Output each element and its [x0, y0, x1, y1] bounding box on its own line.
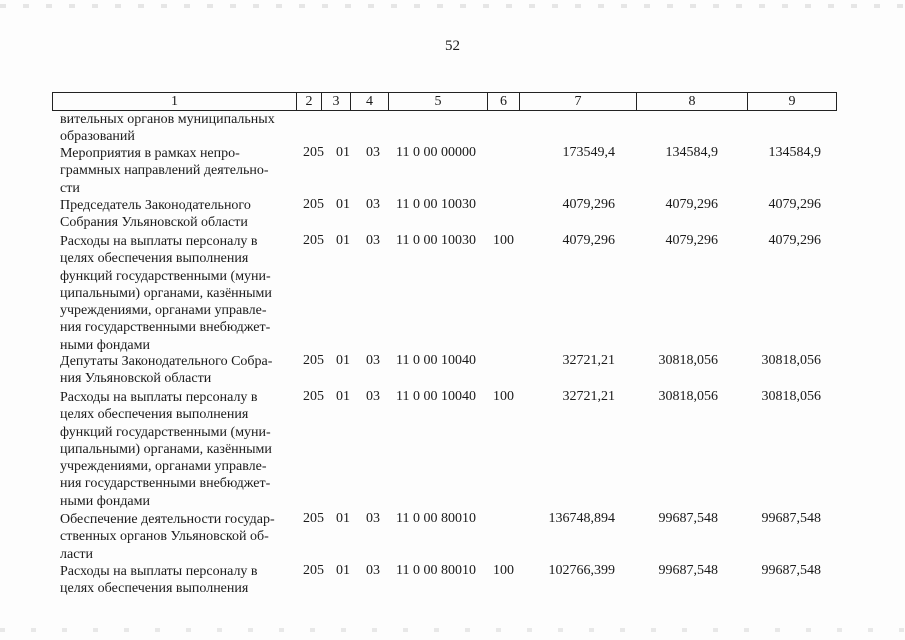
row-cell-col4: 03 [366, 389, 380, 404]
row-cell-col6: 100 [493, 389, 514, 404]
row-cell-col5: 11 0 00 80010 [396, 511, 476, 526]
row-cell-col4: 03 [366, 511, 380, 526]
row-cell-col4: 03 [366, 145, 380, 160]
row-cell-col3: 01 [336, 511, 350, 526]
row-cell-col9: 4079,296 [768, 197, 821, 212]
row-cell-col8: 99687,548 [658, 511, 718, 526]
scan-artifact-bottom [0, 628, 905, 632]
header-cell-2: 2 [296, 92, 322, 111]
row-cell-col8: 30818,056 [658, 353, 718, 368]
continued-description: вительных органов муниципальных образований [60, 112, 275, 145]
row-cell-col5: 11 0 00 10030 [396, 197, 476, 212]
row-cell-col6: 100 [493, 563, 514, 578]
row-cell-col3: 01 [336, 563, 350, 578]
row-cell-col4: 03 [366, 197, 380, 212]
header-cell-1: 1 [52, 92, 297, 111]
row-cell-col7: 136748,894 [548, 511, 615, 526]
header-cell-8: 8 [636, 92, 748, 111]
header-cell-6: 6 [487, 92, 520, 111]
row-cell-col7: 4079,296 [562, 197, 615, 212]
row-cell-col9: 30818,056 [761, 389, 821, 404]
row-cell-col2: 205 [303, 145, 324, 160]
row-cell-col3: 01 [336, 197, 350, 212]
row-cell-col7: 32721,21 [562, 353, 615, 368]
row-description: Расходы на выплаты персоналу в целях обеспечения выполнения функций государственными (муни- ципальными) органами, казёнными учреждениями, органами управле- ния государственными внебюджет- ными фондами [60, 234, 272, 353]
row-cell-col7: 32721,21 [562, 389, 615, 404]
row-cell-col5: 11 0 00 10030 [396, 233, 476, 248]
row-cell-col4: 03 [366, 353, 380, 368]
header-cell-4: 4 [350, 92, 389, 111]
row-description: Расходы на выплаты персоналу в целях обеспечения выполнения [60, 564, 258, 597]
header-cell-3: 3 [321, 92, 351, 111]
row-cell-col4: 03 [366, 233, 380, 248]
row-cell-col9: 134584,9 [768, 145, 821, 160]
row-cell-col2: 205 [303, 197, 324, 212]
row-cell-col7: 173549,4 [562, 145, 615, 160]
row-description: Обеспечение деятельности государ- ственных органов Ульяновской об- ласти [60, 512, 275, 562]
header-cell-5: 5 [388, 92, 488, 111]
scan-artifact-top [0, 4, 905, 8]
row-cell-col2: 205 [303, 233, 324, 248]
row-cell-col3: 01 [336, 233, 350, 248]
row-cell-col2: 205 [303, 563, 324, 578]
row-cell-col9: 30818,056 [761, 353, 821, 368]
row-cell-col5: 11 0 00 00000 [396, 145, 476, 160]
row-cell-col2: 205 [303, 389, 324, 404]
row-cell-col4: 03 [366, 563, 380, 578]
row-cell-col3: 01 [336, 145, 350, 160]
header-cell-7: 7 [519, 92, 637, 111]
row-cell-col6: 100 [493, 233, 514, 248]
row-description: Мероприятия в рамках непро- граммных направлений деятельно- сти [60, 146, 269, 196]
row-cell-col8: 4079,296 [665, 233, 718, 248]
row-description: Депутаты Законодательного Собра- ния Ульяновской области [60, 354, 273, 387]
row-cell-col9: 99687,548 [761, 563, 821, 578]
row-description: Расходы на выплаты персоналу в целях обеспечения выполнения функций государственными (муни- ципальными) органами, казёнными учреждениями, органами управле- ния государственными внебюджет- ными фондами [60, 390, 272, 509]
header-cell-9: 9 [747, 92, 837, 111]
row-cell-col9: 4079,296 [768, 233, 821, 248]
row-cell-col5: 11 0 00 10040 [396, 389, 476, 404]
row-cell-col2: 205 [303, 511, 324, 526]
row-cell-col2: 205 [303, 353, 324, 368]
row-cell-col7: 102766,399 [548, 563, 615, 578]
row-cell-col5: 11 0 00 10040 [396, 353, 476, 368]
row-cell-col8: 134584,9 [665, 145, 718, 160]
row-cell-col8: 99687,548 [658, 563, 718, 578]
row-cell-col7: 4079,296 [562, 233, 615, 248]
row-cell-col8: 4079,296 [665, 197, 718, 212]
row-cell-col8: 30818,056 [658, 389, 718, 404]
row-cell-col9: 99687,548 [761, 511, 821, 526]
row-description: Председатель Законодательного Собрания Ульяновской области [60, 198, 251, 231]
row-cell-col3: 01 [336, 389, 350, 404]
row-cell-col5: 11 0 00 80010 [396, 563, 476, 578]
row-cell-col3: 01 [336, 353, 350, 368]
page-number: 52 [445, 38, 460, 54]
